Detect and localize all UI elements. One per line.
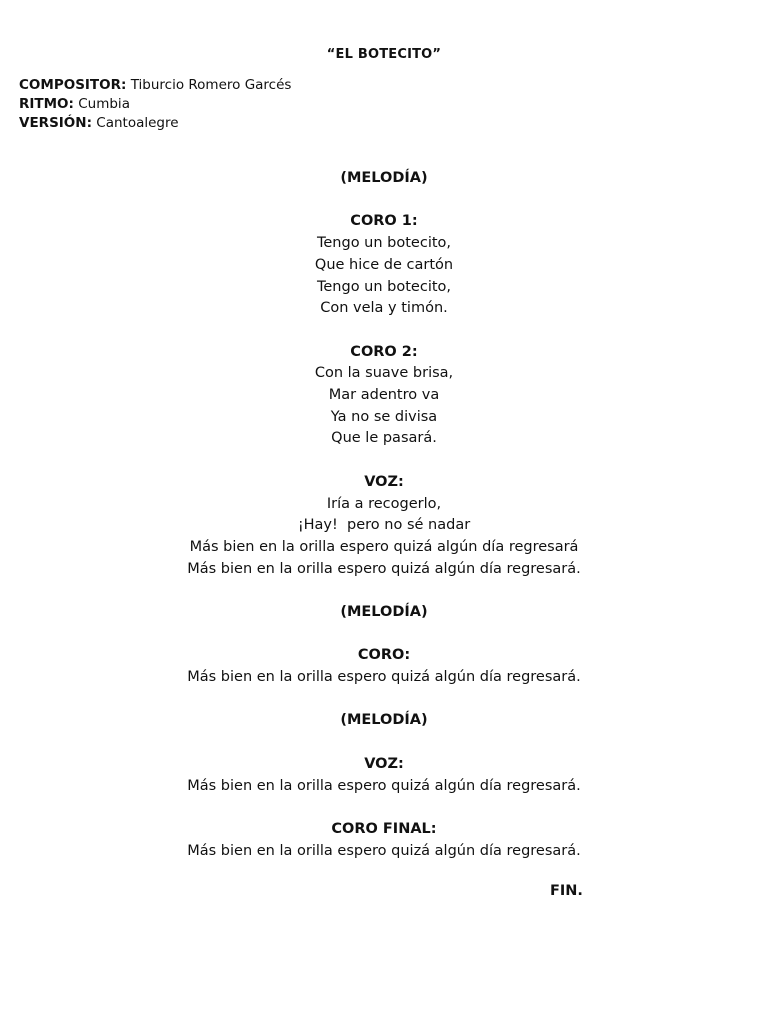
lyric-line: ¡Hay! pero no sé nadar bbox=[297, 517, 471, 534]
lyric-line: Que le pasará. bbox=[331, 430, 437, 447]
lyric-line: Más bien en la orilla espero quizá algún día regresará. bbox=[187, 777, 581, 794]
lyric-line: Tengo un botecito, bbox=[316, 278, 452, 295]
coro2-heading: CORO 2: bbox=[350, 343, 418, 360]
lyric-line: Más bien en la orilla espero quizá algún día regresará bbox=[189, 538, 579, 555]
version-value: Cantoalegre bbox=[96, 115, 179, 131]
version-row bbox=[19, 114, 291, 133]
lyric-line: Más bien en la orilla espero quizá algún día regresará. bbox=[187, 842, 581, 859]
rhythm-value: Cumbia bbox=[78, 96, 130, 112]
song-title: “EL BOTECITO” bbox=[326, 47, 442, 62]
lyric-line: Con la suave brisa, bbox=[314, 365, 454, 382]
melodia-marker: (MELODÍA) bbox=[340, 604, 428, 620]
lyrics-body bbox=[0, 168, 768, 862]
voz2-heading: VOZ: bbox=[364, 755, 404, 772]
song-metadata bbox=[19, 76, 291, 133]
melodia-marker: (MELODÍA) bbox=[340, 170, 428, 186]
rhythm-label: RITMO: bbox=[19, 96, 74, 112]
end-marker: FIN. bbox=[550, 883, 583, 899]
version-label: VERSIÓN: bbox=[19, 115, 92, 131]
coro-heading: CORO: bbox=[357, 647, 411, 664]
lyric-line: Más bien en la orilla espero quizá algún día regresará. bbox=[187, 669, 581, 686]
lyric-line: Más bien en la orilla espero quizá algún día regresará. bbox=[187, 560, 581, 577]
lyric-line: Iría a recogerlo, bbox=[326, 495, 442, 512]
lyric-line: Tengo un botecito, bbox=[316, 235, 452, 252]
coro1-heading: CORO 1: bbox=[350, 213, 418, 230]
lyric-line: Ya no se divisa bbox=[330, 408, 438, 425]
lyric-line: Que hice de cartón bbox=[314, 256, 454, 273]
coro-final-heading: CORO FINAL: bbox=[331, 820, 437, 837]
composer-row bbox=[19, 76, 291, 95]
lyric-line: Mar adentro va bbox=[328, 387, 440, 403]
lyric-line: Con vela y timón. bbox=[320, 300, 448, 317]
melodia-marker: (MELODÍA) bbox=[340, 712, 428, 729]
voz1-heading: VOZ: bbox=[364, 473, 404, 490]
composer-label: COMPOSITOR: bbox=[19, 77, 127, 93]
composer-value: Tiburcio Romero Garcés bbox=[130, 77, 292, 93]
rhythm-row bbox=[19, 95, 291, 114]
